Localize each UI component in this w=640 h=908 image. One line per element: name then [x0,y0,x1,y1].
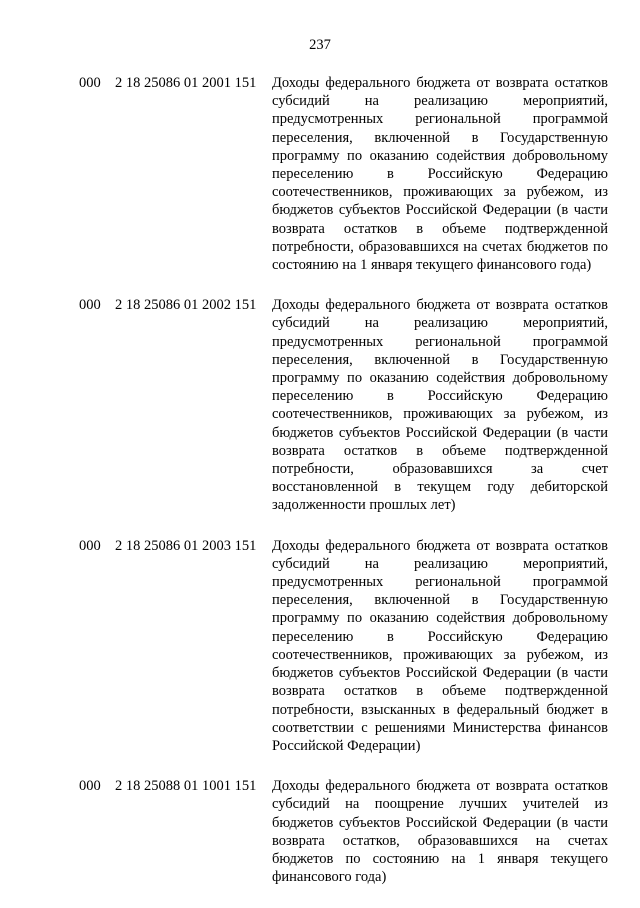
classification-code: 2 18 25088 01 1001 151 [115,778,257,795]
admin-code: 000 [79,537,101,554]
budget-entry [0,296,640,514]
budget-entry [0,74,640,274]
classification-code: 2 18 25086 01 2002 151 [115,297,257,314]
entry-description: Доходы федерального бюджета от возврата остатков субсидий на реализацию мероприятий, предусмотренных региональной программой переселения, включенной в Государственную программу по оказанию содействия добровольному переселению в Российскую Федерацию соотечественников, проживающих за рубежом, из бюджетов субъектов Российской Федерации (в части возврата остатков в объеме подтвержденной потребности, образовавшихся на счетах бюджетов по состоянию на 1 января текущего финансового года) [272,75,608,274]
admin-code: 000 [79,75,101,91]
classification-code: 2 18 25086 01 2003 151 [115,537,257,554]
entry-description: Доходы федерального бюджета от возврата остатков субсидий на реализацию мероприятий, предусмотренных региональной программой переселения, включенной в Государственную программу по оказанию содействия добровольному переселению в Российскую Федерацию соотечественников, проживающих за рубежом, из бюджетов субъектов Российской Федерации (в части возврата остатков в объеме подтвержденной потребности, взысканных в федеральный бюджет в соответствии с решениями Министерства финансов Российской Федерации) [272,537,608,754]
budget-code-list [0,74,640,908]
admin-code: 000 [79,778,101,795]
entry-description: Доходы федерального бюджета от возврата остатков субсидий на поощрение лучших учителей из бюджетов субъектов Российской Федерации (в части возврата остатков, образовавшихся на счетах бюджетов по состоянию на 1 января текущего финансового года) [272,778,608,886]
budget-entry [0,537,640,755]
budget-entry [0,777,640,886]
classification-code: 2 18 25086 01 2001 151 [115,75,257,91]
entry-description: Доходы федерального бюджета от возврата остатков субсидий на реализацию мероприятий, предусмотренных региональной программой переселения, включенной в Государственную программу по оказанию содействия добровольному переселению в Российскую Федерацию соотечественников, проживающих за рубежом, из бюджетов субъектов Российской Федерации (в части возврата остатков в объеме подтвержденной потребности, образовавшихся за счет восстановленной в текущем году дебиторской задолженности прошлых лет) [272,297,608,514]
page-number: 237 [309,37,331,53]
admin-code: 000 [79,297,101,314]
